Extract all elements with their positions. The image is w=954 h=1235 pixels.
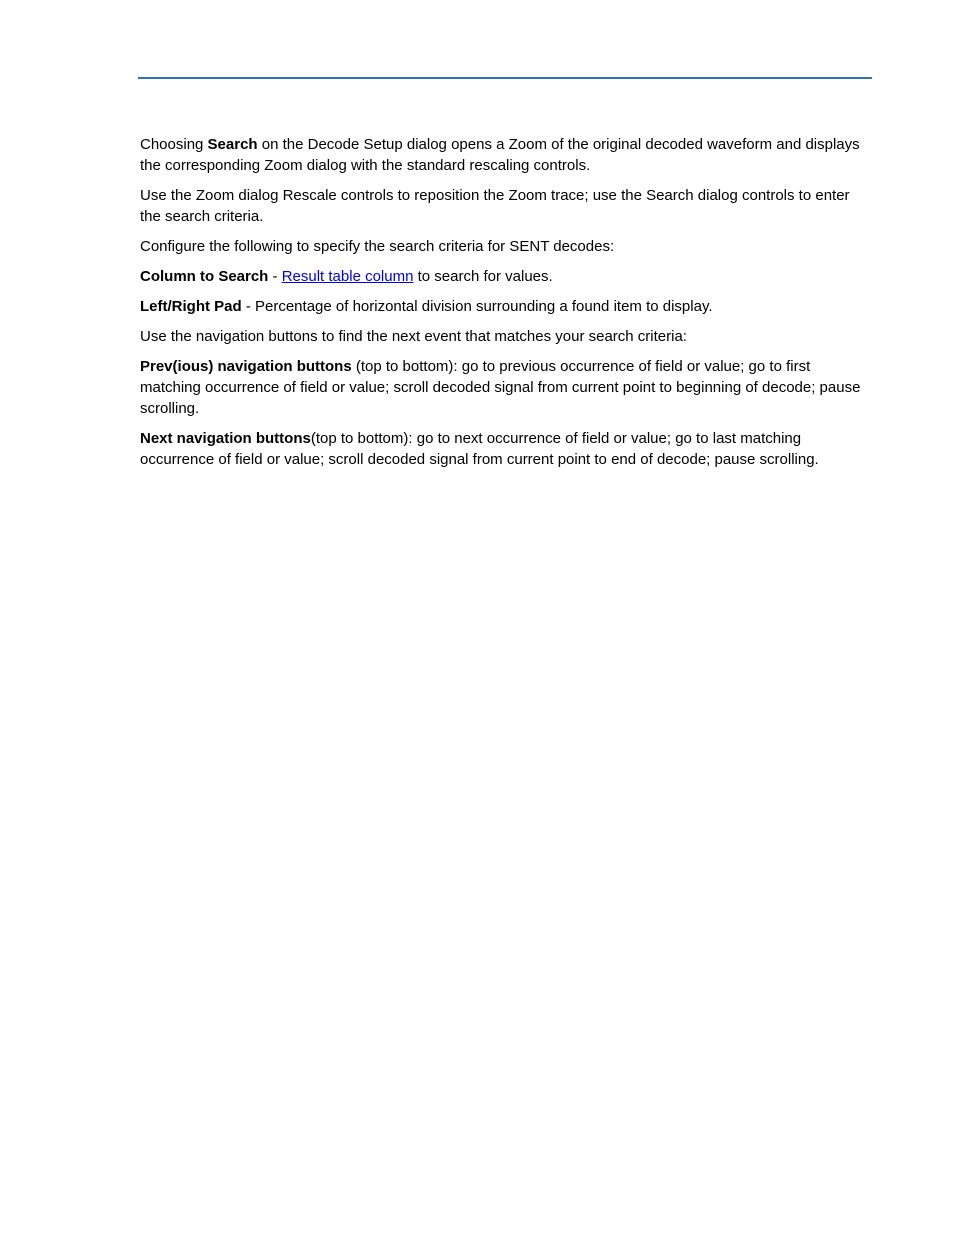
p4-post: to search for values.: [413, 268, 553, 285]
p1-post: on the Decode Setup dialog opens a Zoom of the original decoded waveform and displays the corresponding Zoom dialog with the standard rescaling controls.: [140, 136, 860, 174]
p5-post: - Percentage of horizontal division surrounding a found item to display.: [241, 298, 713, 315]
paragraph-prev-navigation: [140, 356, 865, 419]
paragraph-rescale-controls: [140, 185, 865, 227]
paragraph-navigation-intro: [140, 326, 865, 347]
p1-pre: Choosing: [140, 136, 208, 153]
p8-bold-next-navigation: Next navigation buttons: [140, 430, 311, 447]
p7-post: (top to bottom): go to previous occurrence of field or value; go to first matching occurrence of field or value; scroll decoded signal from current point to beginning of decode; pause scrolling.: [140, 358, 861, 417]
header-rule: [138, 77, 872, 79]
paragraph-configure: [140, 236, 865, 257]
p6-text: Use the navigation buttons to find the next event that matches your search criteria:: [140, 328, 687, 345]
document-body: [140, 134, 865, 479]
p4-bold-column-to-search: Column to Search: [140, 268, 269, 285]
p8-post: (top to bottom): go to next occurrence of field or value; go to last matching occurrence of field or value; scroll decoded signal from current point to end of decode; pause scrolling.: [140, 430, 819, 468]
paragraph-left-right-pad: [140, 296, 865, 317]
p4-sep: -: [268, 268, 282, 285]
p7-bold-prev-navigation: Prev(ious) navigation buttons: [140, 358, 352, 375]
paragraph-column-to-search: [140, 266, 865, 287]
paragraph-search-intro: [140, 134, 865, 176]
p2-text: Use the Zoom dialog Rescale controls to reposition the Zoom trace; use the Search dialog controls to enter the search criteria.: [140, 187, 850, 225]
p5-bold-left-right-pad: Left/Right Pad: [140, 298, 242, 315]
p3-text: Configure the following to specify the search criteria for SENT decodes:: [140, 238, 615, 255]
paragraph-next-navigation: [140, 428, 865, 470]
result-table-column-link[interactable]: Result table column: [281, 268, 414, 285]
p1-bold-search: Search: [207, 136, 258, 153]
